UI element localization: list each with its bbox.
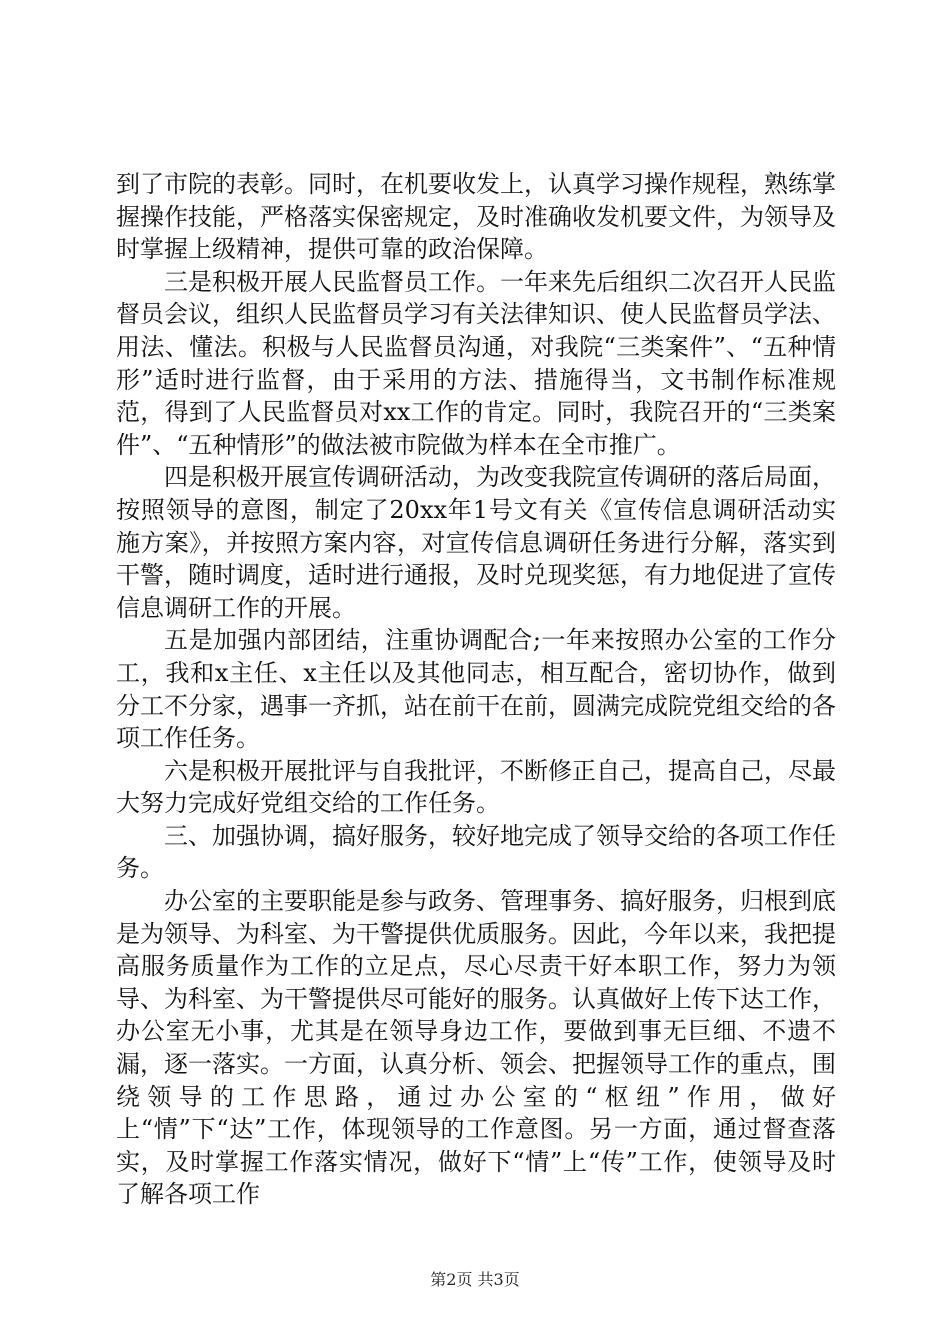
- paragraph: 办公室的主要职能是参与政务、管理事务、搞好服务，归根到底是为领导、为科室、为干警提供优质服务。因此，今年以来，我把提高服务质量作为工作的立足点，尽心尽责干好本职工作，努力为领导、为科室、为干警提供尽可能好的服务。认真做好上传下达工作，办公室无小事，尤其是在领导身边工作，要做到事无巨细、不遗不漏，逐一落实。一方面，认真分析、领会、把握领导工作的重点，围绕领导的工作思路，通过办公室的“枢纽”作用，做好上“情”下“达”工作，体现领导的工作意图。另一方面，通过督查落实，及时掌握工作落实情况，做好下“情”上“传”工作，使领导及时了解各项工作: [116, 887, 836, 1209]
- paragraph: 六是积极开展批评与自我批评，不断修正自己，提高自己，尽最大努力完成好党组交给的工作任务。: [116, 756, 836, 818]
- paragraph: 五是加强内部团结，注重协调配合;一年来按照办公室的工作分工，我和x主任、x主任以及其他同志，相互配合，密切协作，做到分工不分家，遇事一齐抓，站在前干在前，圆满完成院党组交给的各项工作任务。: [116, 626, 836, 753]
- paragraph: 三是积极开展人民监督员工作。一年来先后组织二次召开人民监督员会议，组织人民监督员学习有关法律知识、使人民监督员学法、用法、懂法。积极与人民监督员沟通，对我院“三类案件”、“五种情形”适时进行监督，由于采用的方法、措施得当，文书制作标准规范，得到了人民监督员对xx工作的肯定。同时，我院召开的“三类案件”、“五种情形”的做法被市院做为样本在全市推广。: [116, 267, 836, 459]
- document-body: [116, 168, 836, 1211]
- paragraph: 三、加强协调，搞好服务，较好地完成了领导交给的各项工作任务。: [116, 821, 836, 883]
- paragraph: 到了市院的表彰。同时，在机要收发上，认真学习操作规程，熟练掌握操作技能，严格落实保密规定，及时准确收发机要文件，为领导及时掌握上级精神，提供可靠的政治保障。: [116, 170, 836, 264]
- page-number-footer: 第2页 共3页: [430, 1270, 520, 1289]
- paragraph: 四是积极开展宣传调研活动，为改变我院宣传调研的落后局面，按照领导的意图，制定了20xx年1号文有关《宣传信息调研活动实施方案》，并按照方案内容，对宣传信息调研任务进行分解，落实到干警，随时调度，适时进行通报，及时兑现奖惩，有力地促进了宣传信息调研工作的开展。: [116, 463, 836, 622]
